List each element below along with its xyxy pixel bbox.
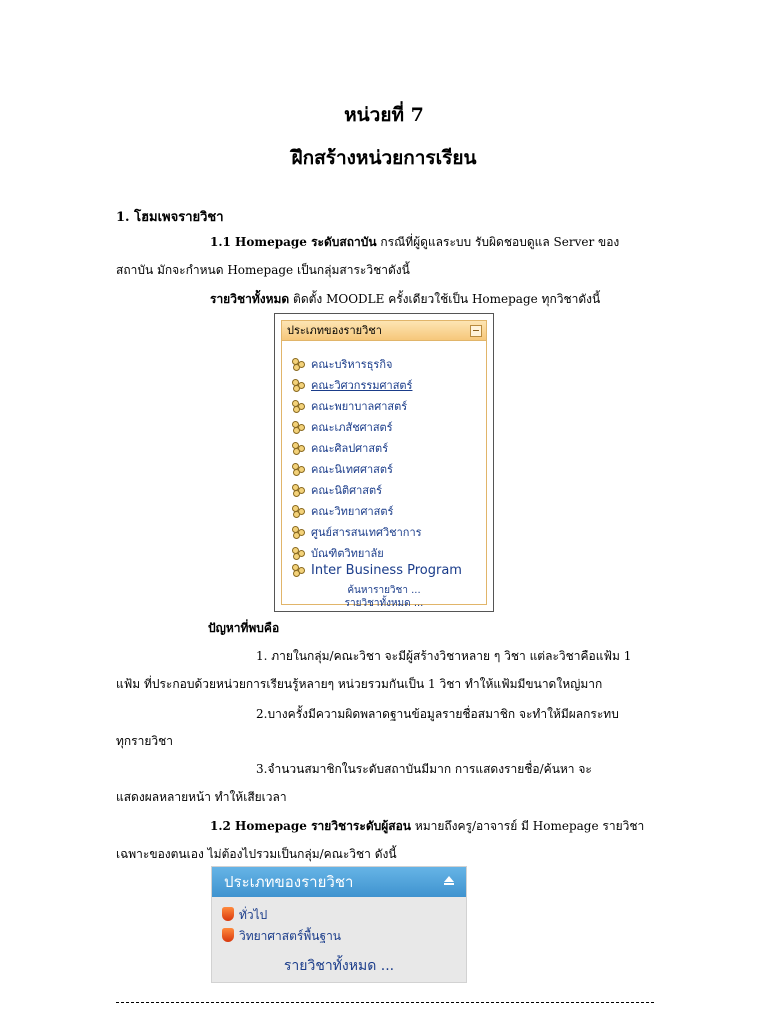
course-categories-block [281,320,487,609]
problem-1-line-1: 1. ภายในกลุ่ม/คณะวิชา จะมีผู้สร้างวิชาหลาย ๆ วิชา แต่ละวิชาคือแฟ้ม 1 [256,649,632,663]
problem-1-line-2: แฟ้ม ที่ประกอบด้วยหน่วยการเรียนรู้หลายๆ หน่วยรวมกันเป็น 1 วิชา ทำให้แฟ้มมีขนาดใหญ่มาก [116,677,603,691]
all-courses-text: ติดตั้ง MOODLE ครั้งเดียวใช้เป็น Homepage ทุกวิชาดังนี้ [289,292,601,306]
category-item[interactable] [292,376,412,394]
category-item[interactable] [292,544,384,562]
paragraph-1-2-text: หมายถึงครู/อาจารย์ มี Homepage รายวิชา [411,819,645,833]
category-label: คณะนิเทศศาสตร์ [311,463,393,476]
problems-heading: ปัญหาที่พบคือ [208,621,280,635]
collapse-up-icon[interactable] [444,876,454,882]
problem-3-line-2: แสดงผลหลายหน้า ทำให้เสียเวลา [116,790,287,804]
all-courses-link[interactable]: รายวิชาทั้งหมด ... [344,598,424,609]
category-label: บัณฑิตวิทยาลัย [311,547,384,560]
paragraph-1-2-cont: เฉพาะของตนเอง ไม่ต้องไปรวมเป็นกลุ่ม/คณะวิชา ดังนี้ [116,847,397,861]
category-folder-icon [292,463,305,475]
category-item[interactable] [292,460,393,478]
category-folder-icon [292,442,305,454]
category-label: Inter Business Program [311,563,462,578]
category-item[interactable] [292,523,422,541]
category-shield-icon [222,907,234,921]
category-folder-icon [292,484,305,496]
category-item[interactable] [292,563,462,578]
category-folder-icon [292,358,305,370]
paragraph-all-courses [210,290,600,308]
category-item[interactable] [292,355,392,373]
category-label: คณะบริหารธุรกิจ [311,358,393,371]
category-label: คณะเภสัชศาสตร์ [311,421,393,434]
problem-3-line-1: 3.จำนวนสมาชิกในระดับสถาบันมีมาก การแสดงรายชื่อ/ค้นหา จะ [256,762,592,776]
category-item[interactable] [222,906,267,925]
teacher-course-categories-screenshot [211,866,467,983]
course-categories-header-text: ประเภทของรายวิชา [287,324,382,337]
category-label: วิทยาศาสตร์พื้นฐาน [239,929,342,943]
problem-2-line-2: ทุกรายวิชา [116,734,174,748]
category-folder-icon [292,421,305,433]
category-label: ศูนย์สารสนเทศวิชาการ [311,526,422,539]
all-courses-link[interactable]: รายวิชาทั้งหมด ... [283,958,395,974]
category-folder-icon [292,547,305,559]
paragraph-1-1 [210,233,619,251]
category-folder-icon [292,526,305,538]
section-heading: 1. โฮมเพจรายวิชา [116,210,224,225]
category-folder-icon [292,564,305,576]
problem-2-line-1: 2.บางครั้งมีความผิดพลาดฐานข้อมูลรายชื่อสมาชิก จะทำให้มีผลกระทบ [256,707,619,721]
category-label: คณะวิทยาศาสตร์ [311,505,394,518]
course-categories-header [282,321,486,341]
category-label: คณะพยาบาลศาสตร์ [311,400,408,413]
paragraph-1-1-cont: สถาบัน มักจะกำหนด Homepage เป็นกลุ่มสาระวิชาดังนี้ [116,263,410,277]
paragraph-1-2-bold: 1.2 Homepage รายวิชาระดับผู้สอน [210,819,411,833]
category-item[interactable] [292,502,393,520]
category-label: คณะนิติศาสตร์ [311,484,383,497]
category-folder-icon [292,379,305,391]
category-folder-icon [292,505,305,517]
category-label: ทั่วไป [239,908,268,922]
paragraph-1-2 [210,817,644,835]
teacher-course-categories-header-text: ประเภทของรายวิชา [224,873,354,891]
search-courses-link[interactable]: ค้นหารายวิชา ... [347,585,421,596]
course-categories-screenshot [274,313,494,612]
category-item[interactable] [292,397,407,415]
teacher-course-categories-header [212,867,466,897]
collapse-icon[interactable] [470,325,482,337]
category-shield-icon [222,928,234,942]
all-courses-bold: รายวิชาทั้งหมด [210,292,290,306]
unit-number: หน่วยที่ 7 [344,104,424,126]
category-label: คณะศิลปศาสตร์ [311,442,389,455]
category-item[interactable] [292,418,393,436]
paragraph-1-1-text: กรณีที่ผู้ดูแลระบบ รับผิดชอบดูแล Server ของ [376,235,620,249]
footer-divider [116,1002,654,1003]
category-folder-icon [292,400,305,412]
category-label: คณะวิศวกรรมศาสตร์ [311,379,413,392]
category-item[interactable] [292,481,382,499]
unit-title: ฝึกสร้างหน่วยการเรียน [291,147,477,169]
paragraph-1-1-bold: 1.1 Homepage ระดับสถาบัน [210,235,377,249]
category-item[interactable] [292,439,388,457]
category-item[interactable] [222,927,341,946]
